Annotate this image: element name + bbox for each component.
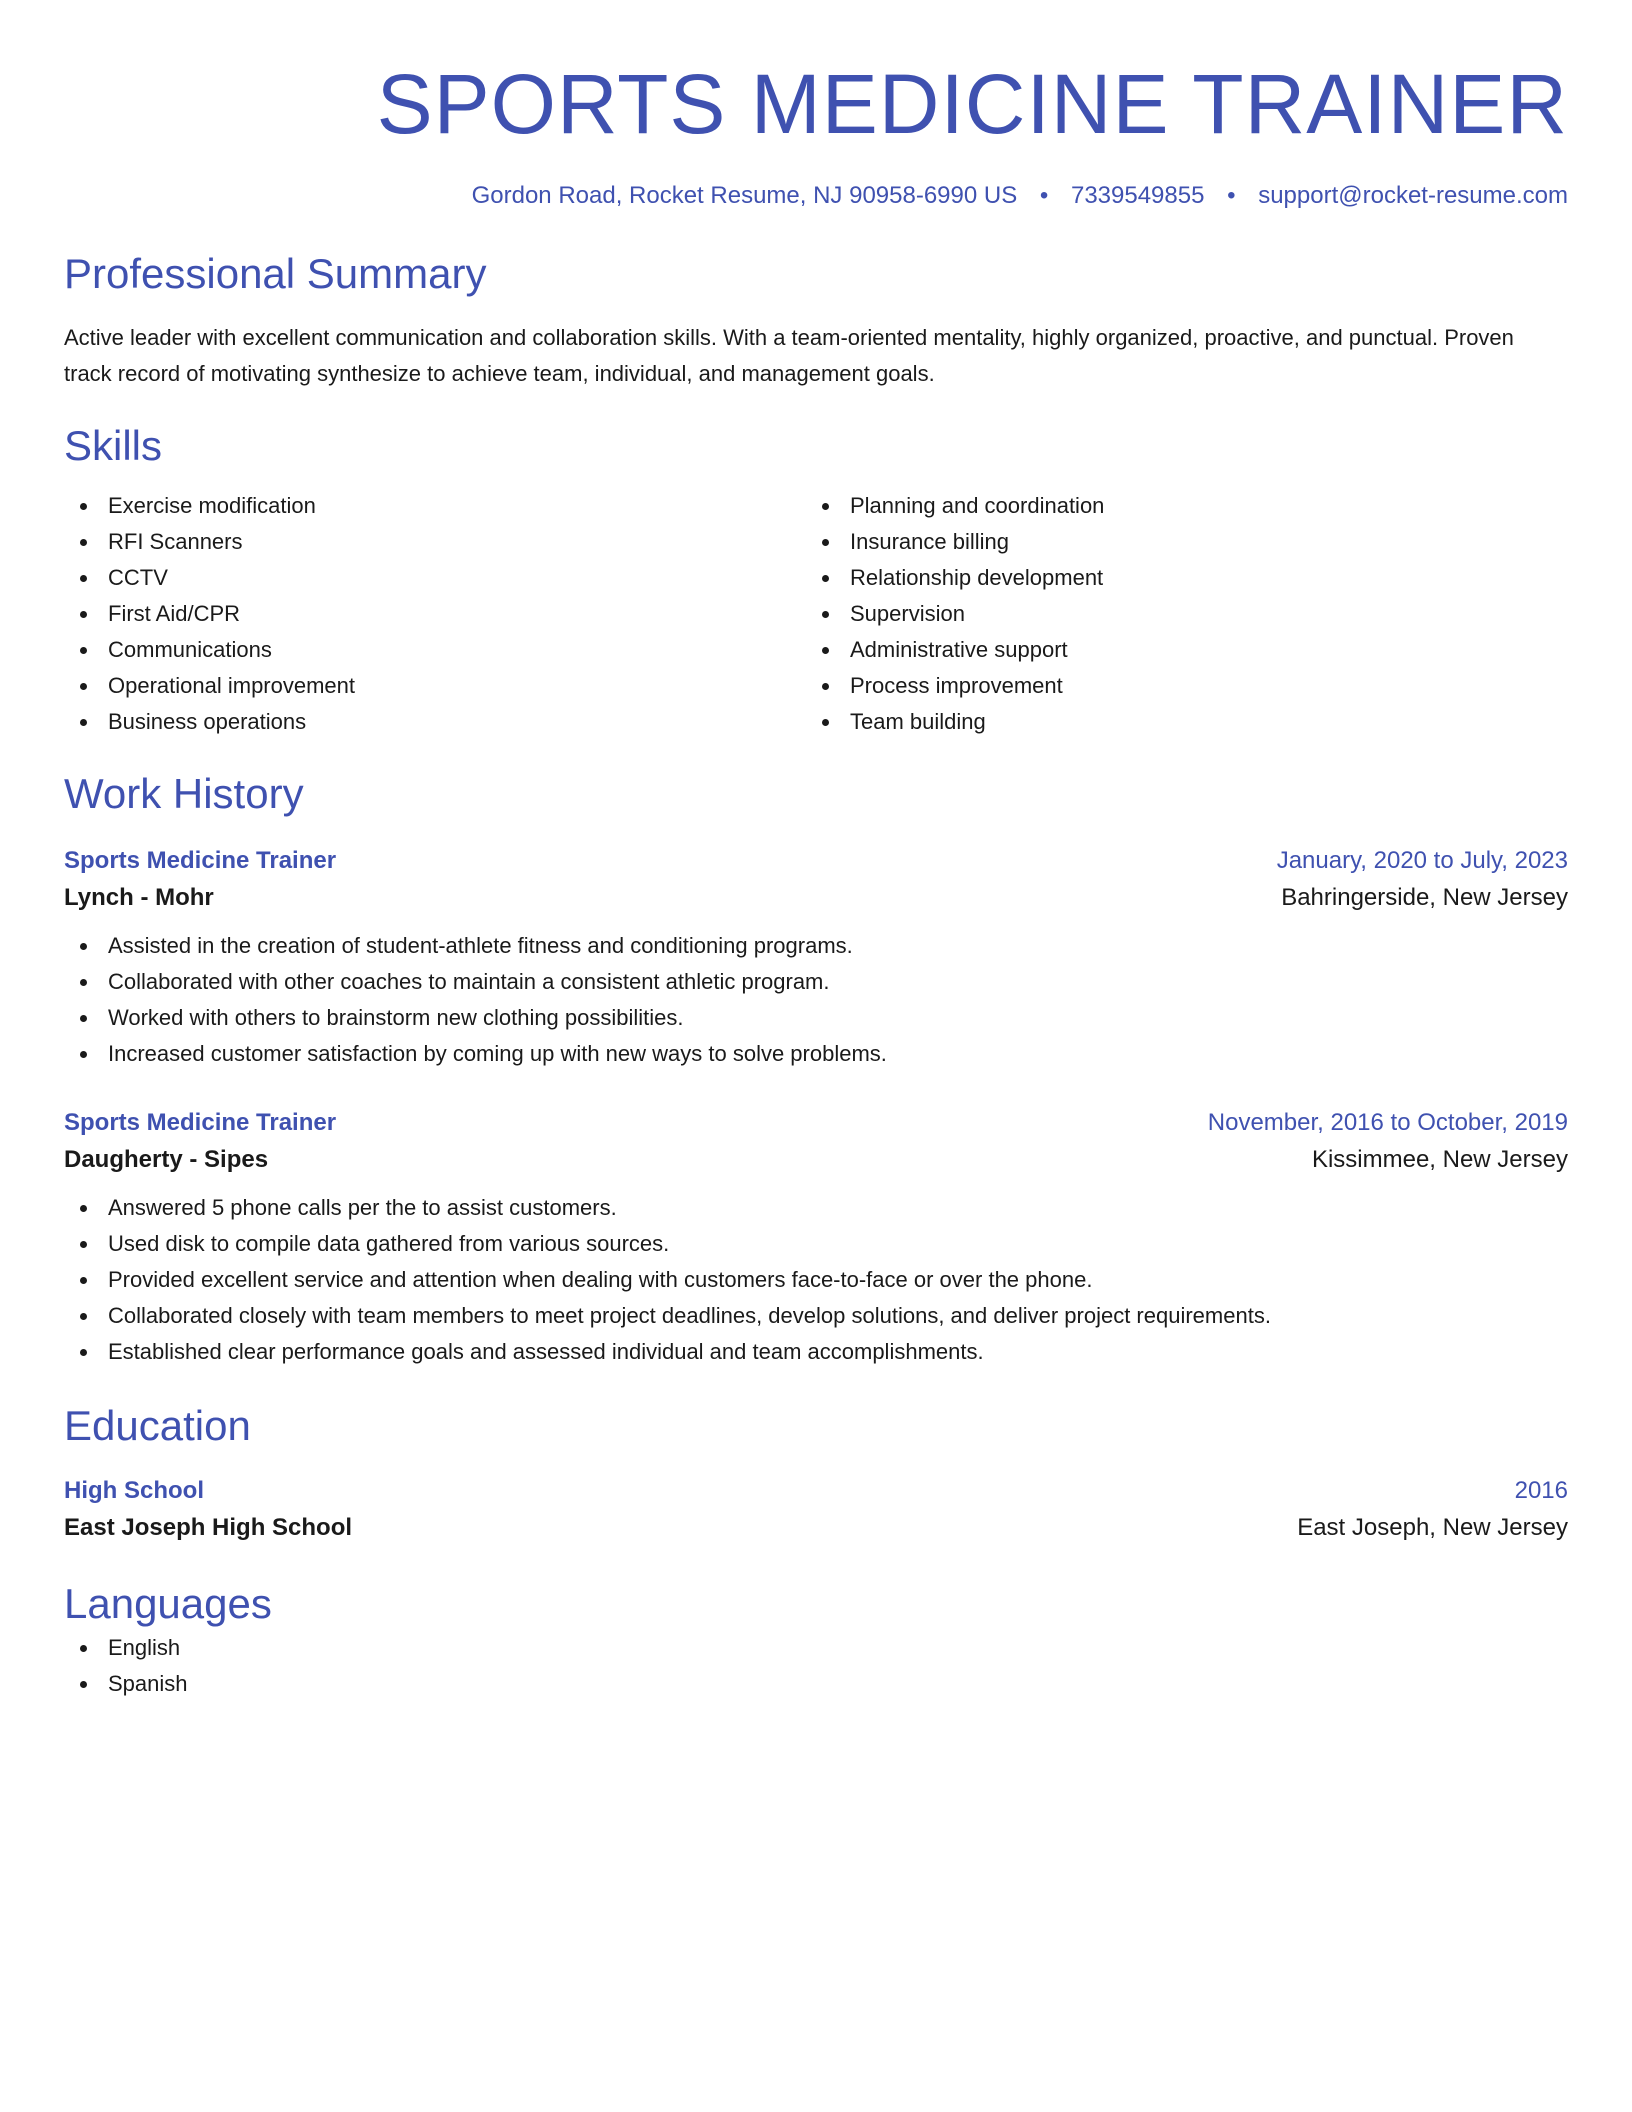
education-school: East Joseph High School [64, 1514, 353, 1541]
skill-item: Relationship development [806, 560, 1548, 596]
languages-list [64, 1630, 1568, 1702]
education-year: 2016 [1514, 1477, 1568, 1504]
skill-item: Operational improvement [64, 668, 806, 704]
skill-item: Insurance billing [806, 524, 1548, 560]
education-entry [64, 1474, 1568, 1548]
skill-item: Exercise modification [64, 488, 806, 524]
job-duty: Established clear performance goals and assessed individual and team accomplishments. [64, 1334, 1568, 1370]
job-dates: January, 2020 to July, 2023 [1276, 847, 1568, 874]
job-duties [64, 928, 1568, 1072]
job-location: Kissimmee, New Jersey [1311, 1146, 1568, 1173]
job-duty: Answered 5 phone calls per the to assist customers. [64, 1190, 1568, 1226]
contact-separator: • [1227, 182, 1236, 209]
job-dates: November, 2016 to October, 2019 [1207, 1109, 1568, 1136]
resume-page [64, 0, 1568, 1702]
skill-item: Business operations [64, 704, 806, 740]
job-duty: Used disk to compile data gathered from various sources. [64, 1226, 1568, 1262]
contact-address: Gordon Road, Rocket Resume, NJ 90958-6990 US [471, 182, 1018, 209]
education-degree: High School [64, 1477, 204, 1504]
job-title: Sports Medicine Trainer [64, 1109, 337, 1136]
job-entry [64, 844, 1568, 1072]
contact-separator: • [1039, 182, 1049, 209]
languages-heading: Languages [64, 1580, 272, 1627]
skill-item: Process improvement [806, 668, 1548, 704]
job-employer: Daugherty - Sipes [64, 1146, 269, 1173]
job-duty: Worked with others to brainstorm new clothing possibilities. [64, 1000, 1568, 1036]
summary-heading: Professional Summary [64, 250, 487, 297]
skill-item: RFI Scanners [64, 524, 806, 560]
job-location: Bahringerside, New Jersey [1281, 884, 1568, 911]
skills-column-right [806, 488, 1548, 740]
skill-item: Team building [806, 704, 1548, 740]
job-duty: Assisted in the creation of student-athlete fitness and conditioning programs. [64, 928, 1568, 964]
skill-item: Supervision [806, 596, 1548, 632]
education-location: East Joseph, New Jersey [1297, 1514, 1568, 1541]
skills-heading: Skills [64, 422, 163, 469]
work-history-heading: Work History [64, 770, 304, 817]
skill-item: First Aid/CPR [64, 596, 806, 632]
skill-item: Planning and coordination [806, 488, 1548, 524]
job-title: Sports Medicine Trainer [64, 847, 337, 874]
job-duty: Collaborated closely with team members to meet project deadlines, develop solutions, and deliver project requirements. [64, 1298, 1568, 1334]
job-duty: Provided excellent service and attention when dealing with customers face-to-face or over the phone. [64, 1262, 1568, 1298]
summary-text: Active leader with excellent communication and collaboration skills. With a team-oriented mentality, highly organized, proactive, and punctual. Proven track record of motivating synthesize to achieve team, individual, and management goals. [64, 325, 1514, 386]
job-employer: Lynch - Mohr [64, 884, 214, 911]
language-item: English [64, 1630, 1568, 1666]
job-duty: Increased customer satisfaction by coming up with new ways to solve problems. [64, 1036, 1568, 1072]
contact-line [64, 180, 1568, 212]
job-duty: Collaborated with other coaches to maintain a consistent athletic program. [64, 964, 1568, 1000]
job-entry [64, 1106, 1568, 1370]
skills-list [64, 488, 1568, 740]
contact-phone: 7339549855 [1070, 182, 1205, 209]
skills-column-left [64, 488, 806, 740]
language-item: Spanish [64, 1666, 1568, 1702]
skill-item: Administrative support [806, 632, 1548, 668]
skill-item: CCTV [64, 560, 806, 596]
contact-email: support@rocket-resume.com [1258, 182, 1568, 209]
resume-name: SPORTS MEDICINE TRAINER [376, 57, 1568, 151]
job-duties [64, 1190, 1568, 1370]
education-heading: Education [64, 1402, 251, 1449]
skill-item: Communications [64, 632, 806, 668]
